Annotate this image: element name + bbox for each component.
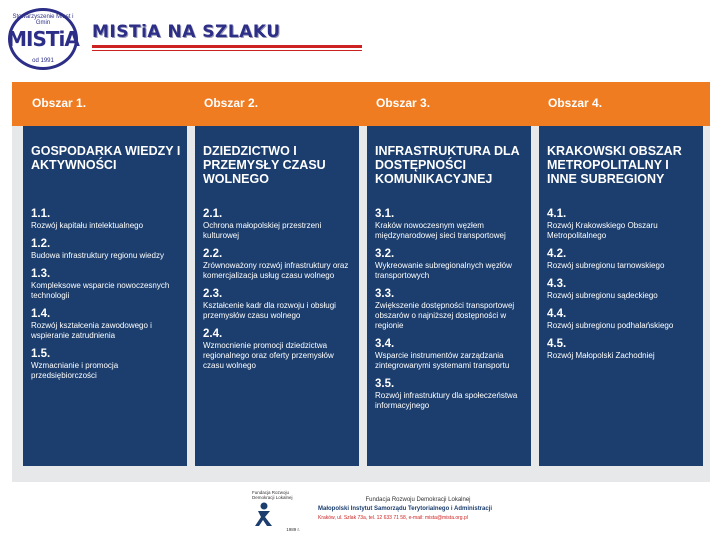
list-item [203,328,353,371]
area-4-title: KRAKOWSKI OBSZAR METROPOLITALNY I INNE SUBREGIONY [547,144,682,186]
area-2-title: DZIEDZICTWO I PRZEMYSŁY CZASU WOLNEGO [203,144,326,186]
item-number: 4.1. [547,208,567,220]
mistia-logo [8,8,78,70]
title-underline-thin [92,50,362,51]
runner-icon [254,502,278,528]
list-item [547,248,697,271]
item-number: 2.1. [203,208,223,220]
list-item [547,208,697,241]
frdl-logo [252,490,302,534]
item-number: 3.5. [375,378,395,390]
list-item [31,238,181,261]
item-text: Rozwój Małopolski Zachodniej [547,351,655,360]
area-1-title: GOSPODARKA WIEDZY I AKTYWNOŚCI [31,144,181,172]
item-number: 1.4. [31,308,51,320]
frdl-logo-text: Fundacja Rozwoju Demokracji Lokalnej [252,490,293,500]
list-item [203,208,353,241]
logo-ring-text: Stowarzyszenie Miast i Gmin [12,14,74,26]
orange-header-band [12,82,710,126]
item-number: 2.3. [203,288,223,300]
list-item [547,308,697,331]
item-text: Kompleksowe wsparcie nowoczesnych technologii [31,281,170,300]
list-item [375,208,525,241]
list-item [203,288,353,321]
item-text: Rozwój subregionu podhalańskiego [547,321,674,330]
area-4-column [539,126,703,466]
item-text: Rozwój subregionu tarnowskiego [547,261,665,270]
item-number: 3.2. [375,248,395,260]
list-item [31,348,181,381]
list-item [375,288,525,331]
item-number: 1.3. [31,268,51,280]
item-number: 1.2. [31,238,51,250]
item-text: Rozwój Krakowskiego Obszaru Metropolitalnego [547,221,658,240]
item-text: Rozwój infrastruktury dla społeczeństwa informacyjnego [375,391,518,410]
logo-word: MISTiA [7,27,79,51]
item-text: Ochrona małopolskiej przestrzeni kulturowej [203,221,322,240]
list-item [375,248,525,281]
header [0,0,720,80]
item-text: Zrównoważony rozwój infrastruktury oraz komercjalizacja usług czasu wolnego [203,261,349,280]
item-number: 1.5. [31,348,51,360]
item-text: Kraków nowoczesnym węzłem międzynarodowej sieci transportowej [375,221,506,240]
footer-foundation: Fundacja Rozwoju Demokracji Lokalnej [365,497,471,503]
list-item [547,338,697,361]
item-text: Wsparcie instrumentów zarządzania zintegrowanymi systemami transportu [375,351,510,370]
area-3-column [367,126,531,466]
item-number: 3.3. [375,288,395,300]
area-1-column [23,126,187,466]
area-2-column [195,126,359,466]
item-number: 3.4. [375,338,395,350]
item-text: Rozwój subregionu sądeckiego [547,291,658,300]
item-number: 4.5. [547,338,567,350]
area-4-head: Obszar 4. [548,96,603,110]
logo-year: od 1991 [32,58,54,64]
item-text: Wzmocnienie promocji dziedzictwa regionalnego oraz oferty przemysłów czasu wolnego [203,341,334,370]
item-number: 2.4. [203,328,223,340]
area-3-title: INFRASTRUKTURA DLA DOSTĘPNOŚCI KOMUNIKACYJNEJ [375,144,520,186]
area-2-head: Obszar 2. [204,96,259,110]
title-underline [92,45,362,48]
list-item [31,208,181,231]
footer-address: Kraków, ul. Szlak 73a, tel. 12 633 71 58, e-mail: mista@mista.org.pl [318,515,468,521]
item-text: Rozwój kapitału intelektualnego [31,221,144,230]
list-item [203,248,353,281]
areas-panel [12,82,710,482]
item-text: Wykreowanie subregionalnych węzłów transportowych [375,261,512,280]
item-number: 4.3. [547,278,567,290]
item-number: 3.1. [375,208,395,220]
item-number: 4.2. [547,248,567,260]
item-number: 1.1. [31,208,51,220]
item-number: 2.2. [203,248,223,260]
item-text: Budowa infrastruktury regionu wiedzy [31,251,164,260]
footer-institute: Małopolski Instytut Samorządu Terytorialnego i Administracji [318,506,493,512]
area-3-head: Obszar 3. [376,96,431,110]
item-text: Rozwój kształcenia zawodowego i wspieranie zatrudnienia [31,321,152,340]
item-text: Wzmacnianie i promocja przedsiębiorczości [31,361,119,380]
list-item [547,278,697,301]
item-text: Kształcenie kadr dla rozwoju i obsługi przemysłów czasu wolnego [203,301,336,320]
page-title: MISTiA NA SZLAKU [92,22,281,42]
area-1-head: Obszar 1. [32,96,87,110]
item-text: Zwiększenie dostępności transportowej obszarów o najniższej dostępności w regionie [375,301,515,330]
list-item [31,308,181,341]
item-number: 4.4. [547,308,567,320]
frdl-year: 1989 r. [286,527,300,532]
footer-info [318,497,518,521]
list-item [375,378,525,411]
list-item [375,338,525,371]
list-item [31,268,181,301]
